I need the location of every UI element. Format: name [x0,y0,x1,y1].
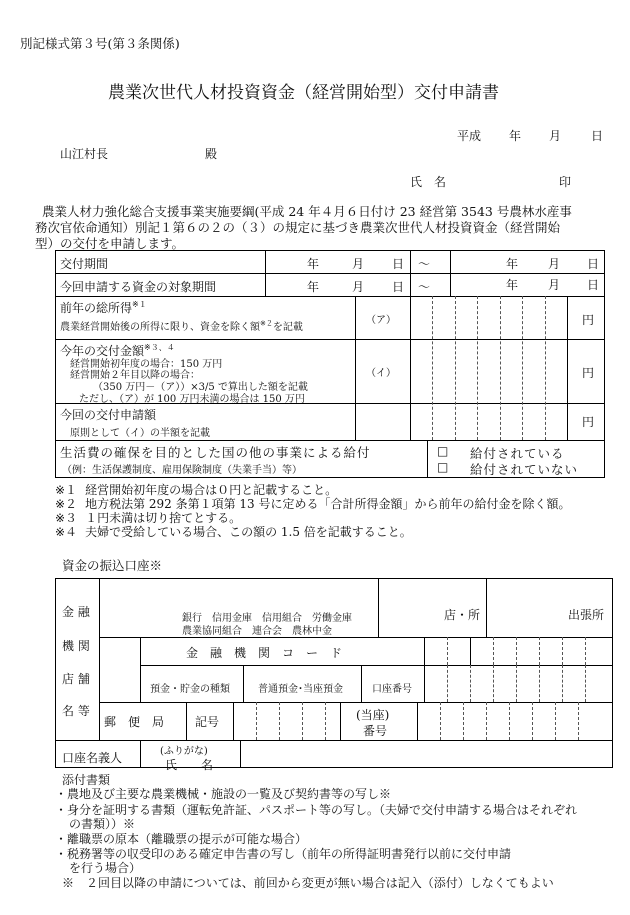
target-end-month: 月 [548,278,561,292]
honorific: 殿 [205,147,218,161]
this-year-label: 今年の交付金額$^{※3、4}$ [60,343,175,358]
deposit-type-label: 預金・貯金の種類 [150,684,230,695]
target-start-year: 年 [307,280,320,294]
attachments-note: ※ ２回目以降の申請については、前回から変更が無い場合は記入（添付）しなくてもよい [62,876,554,890]
apply-label: 今回の交付申請額 [60,408,157,422]
bank-section-title: 資金の振込口座※ [62,558,163,573]
account-number-label: 口座番号 [372,684,412,695]
target-period-label: 今回申請する資金の対象期間 [60,280,217,294]
symbol-label: 記号 [195,715,220,729]
page-title: 農業次世代人材投資資金（経営開始型）交付申請書 [108,83,499,103]
this-year-sup: ※３、４ [144,343,175,352]
holder-name-label: 氏 名 [165,758,214,772]
seal-mark: 印 [559,175,572,189]
prev-income-yen: 円 [582,313,595,327]
sub-branch-label: 出張所 [568,608,605,622]
prev-income-note: 農業経営開始後の所得に限り、資金を除く額$^{※2}$を記載 [60,319,303,333]
footnote-1: ※１ 経営開始初年度の場合は０円と記載すること。 [55,483,338,497]
target-end-day: 日 [587,278,600,292]
account-holder-label: 口座名義人 [62,751,123,765]
prev-income-sup: ※１ [132,300,147,309]
target-start-month: 月 [352,280,365,294]
marker-i: （イ） [366,368,396,379]
apply-note: 原則として（イ）の半額を記載 [70,428,210,439]
furigana-label: (ふりがな) [160,746,208,757]
this-year-note-3: （350 万円－（ア））×3/5 で算出した額を記載 [93,382,308,393]
target-end-year: 年 [506,278,519,292]
this-year-note-4: ただし、（ア）が 100 万円未満の場合は 150 万円 [79,394,305,405]
welfare-note: （例：生活保護制度、雇用保険制度（失業手当）等） [62,465,302,476]
touza-label: (当座) [356,708,390,722]
attachment-item-2b: の書類））※ [69,817,136,831]
option-not-received: 給付されていない [470,462,579,477]
attachment-item-2a: ・身分を証明する書類（運転免許証、パスポート等の写し。（夫婦で交付申請する場合はそれぞれ [55,803,578,817]
checkbox-not-received[interactable]: □ [437,460,449,474]
period-start-day: 日 [392,257,405,271]
prev-income-note-sup: ※２ [260,319,273,328]
period-start-year: 年 [307,257,320,271]
date-day-label: 日 [591,129,604,143]
welfare-label: 生活費の確保を目的とした国の他の事業による給付 [60,445,371,460]
target-tilde: ～ [418,280,431,294]
institution-types-2: 農業協同組合 連合会 農林中金 [182,626,332,637]
footnote-4: ※４ 夫婦で受給している場合、この額の 1.5 倍を記載すること。 [55,525,412,539]
period-start-month: 月 [352,257,365,271]
checkbox-received[interactable]: □ [437,444,449,458]
bank-side-label-4: 名 等 [62,704,90,718]
intro-line-1: 農業人材力強化総合支援事業実施要綱(平成 24 年４月６日付け 23 経営第 3543 号農林水産事 [42,204,572,219]
attachment-item-4b: を行う場合） [69,861,142,875]
name-label: 氏 名 [410,175,447,189]
bank-code-label: 金 融 機 関 コ ー ド [186,646,343,660]
date-month-label: 月 [549,129,562,143]
form-number: 別記様式第３号(第３条関係) [20,36,180,51]
this-year-note-1: 経営開始初年度の場合：150 万円 [70,359,223,370]
attachment-item-3: ・離職票の原本（離職票の提示が可能な場合） [55,832,308,846]
date-era: 平成 [457,129,482,143]
attachment-item-4a: ・税務署等の収受印のある確定申告書の写し（前年の所得証明書発行以前に交付申請 [55,847,512,861]
period-end-year: 年 [506,257,519,271]
addressee: 山江村長 [60,147,109,161]
period-tilde: ～ [418,257,431,271]
branch-label: 店・所 [444,608,481,622]
apply-yen: 円 [582,415,595,429]
bank-side-label-1: 金 融 [62,605,90,619]
attachments-title: 添付書類 [62,773,111,787]
period-label: 交付期間 [60,257,109,271]
deposit-type-value: 普通預金･当座預金 [258,684,343,695]
this-year-note-2: 経営開始２年目以降の場合： [70,370,200,381]
period-end-day: 日 [587,257,600,271]
date-year-label: 年 [509,129,522,143]
marker-a: （ア） [366,315,396,326]
prev-income-label: 前年の総所得$^{※1}$ [60,300,147,315]
bank-side-label-3: 店 舗 [62,672,90,686]
intro-line-3: 型）の交付を申請します。 [35,236,185,251]
footnote-3: ※３ １円未満は切り捨てとする。 [55,511,242,525]
bank-side-label-2: 機 関 [62,639,90,653]
target-start-day: 日 [392,280,405,294]
option-received: 給付されている [470,446,565,461]
post-office-label: 郵 便 局 [104,715,165,729]
number-label: 番号 [363,724,388,738]
institution-types-1: 銀行 信用金庫 信用組合 労働金庫 [182,613,352,624]
this-year-yen: 円 [582,366,595,380]
footnote-2: ※２ 地方税法第 292 条第１項第 13 号に定める「合計所得金額」から前年の給付金を除く額。 [55,497,571,511]
period-end-month: 月 [548,257,561,271]
intro-line-2: 務次官依命通知）別記１第６の２の（３）の規定に基づき農業次世代人材投資資金（経営開始 [35,220,561,235]
attachment-item-1: ・農地及び主要な農業機械・施設の一覧及び契約書等の写し※ [55,787,392,801]
